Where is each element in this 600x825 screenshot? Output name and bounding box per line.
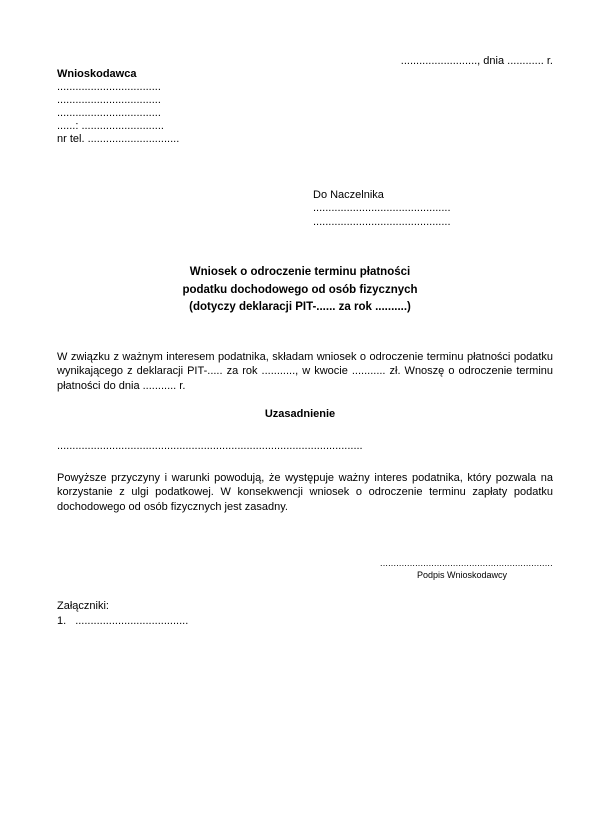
applicant-block bbox=[57, 68, 179, 146]
applicant-label: Wnioskodawca bbox=[57, 68, 137, 80]
applicant-fill-line: .................................. bbox=[57, 81, 161, 93]
signature-line: ................................................................ bbox=[380, 558, 553, 568]
addressee-fill-line: ............................................. bbox=[313, 215, 451, 228]
addressee-block bbox=[313, 189, 451, 229]
document-title-line: (dotyczy deklaracji PIT-...... za rok ..........) bbox=[189, 301, 411, 313]
signature-block bbox=[380, 557, 553, 581]
justification-fill-line: .................................................................................................... bbox=[57, 440, 363, 452]
attachment-item-number: 1. bbox=[57, 614, 67, 627]
applicant-fill-line: .................................. bbox=[57, 94, 161, 106]
document-title-line: podatku dochodowego od osób fizycznych bbox=[182, 283, 418, 296]
attachments-label: Załączniki: bbox=[57, 600, 109, 612]
request-paragraph: W związku z ważnym interesem podatnika, składam wniosek o odroczenie terminu płatności podatku wynikającego z deklaracji PIT-..... za rok ..........., w kwocie ........... zł. Wnoszę o odroczenie terminu płatności do dnia ........... r. bbox=[57, 351, 553, 392]
closing-paragraph: Powyższe przyczyny i warunki powodują, że występuje ważny interes podatnika, który pozwala na korzystanie z ulgi podatkowej. W konsekwencji wniosek o odroczenie terminu zapłaty podatku dochodowego od osób fizycznych jest zasadny. bbox=[57, 472, 553, 513]
applicant-fill-line: .................................. bbox=[57, 107, 161, 119]
addressee-fill-line: ............................................. bbox=[313, 202, 451, 215]
addressee-label: Do Naczelnika bbox=[313, 189, 384, 201]
signature-label: Podpis Wnioskodawcy bbox=[416, 570, 508, 580]
document-title-line: Wniosek o odroczenie terminu płatności bbox=[189, 266, 411, 278]
applicant-fill-line: ......: ........................... bbox=[57, 120, 164, 132]
attachment-item bbox=[57, 614, 188, 629]
justification-heading: Uzasadnienie bbox=[264, 408, 336, 420]
attachments-block bbox=[57, 599, 188, 628]
applicant-phone-line: nr tel. .............................. bbox=[57, 133, 180, 145]
document-title bbox=[0, 264, 600, 317]
attachment-item-fill-line: ..................................... bbox=[75, 614, 189, 627]
date-line: ........................., dnia ............ r. bbox=[400, 55, 553, 67]
